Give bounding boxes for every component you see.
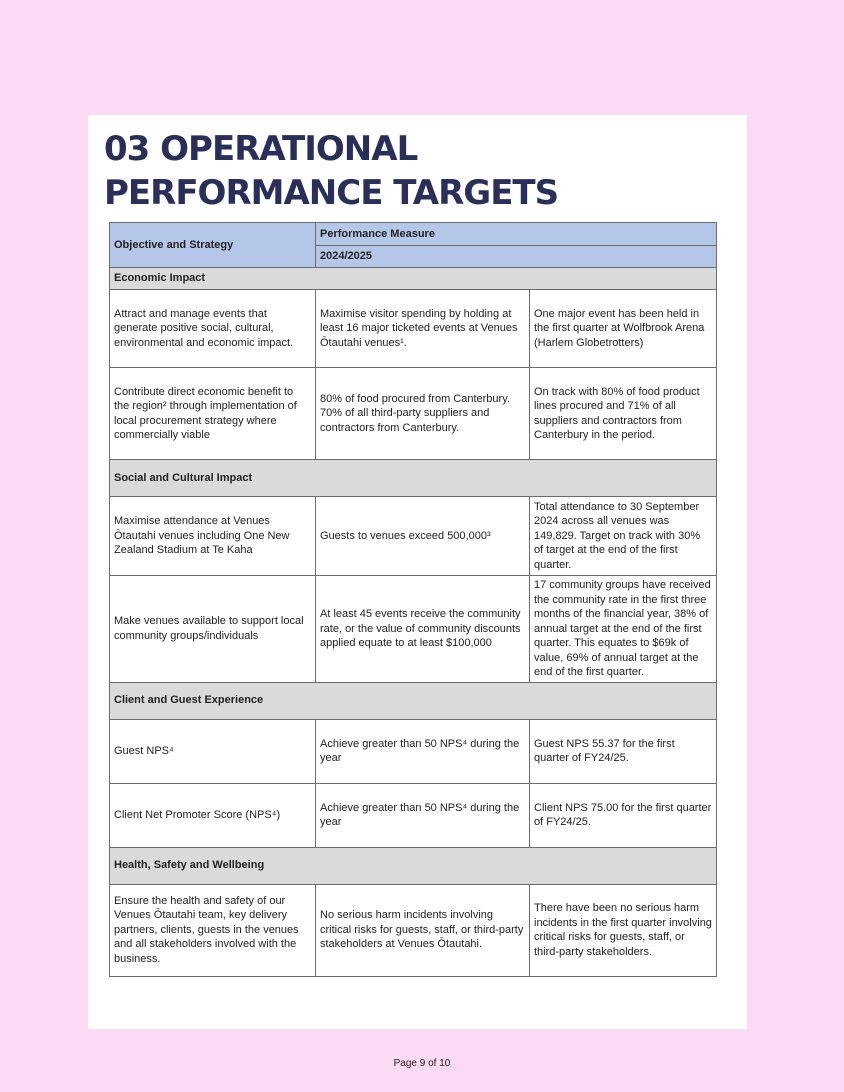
result-cell: There have been no serious harm incidents in the first quarter involving critical risks for guests, staff, or third-party stakeholders. [530, 884, 717, 976]
table-row [110, 497, 717, 576]
section-row [110, 460, 717, 497]
section-row [110, 847, 717, 884]
result-cell: Client NPS 75.00 for the first quarter of FY24/25. [530, 783, 717, 847]
objective-cell: Maximise attendance at Venues Ōtautahi venues including One New Zealand Stadium at Te Kaha [110, 497, 316, 576]
measure-cell: No serious harm incidents involving critical risks for guests, staff, or third-party stakeholders at Venues Ōtautahi. [316, 884, 530, 976]
objective-cell: Contribute direct economic benefit to the region² through implementation of local procurement strategy where commercially viable [110, 368, 316, 460]
section-economic-impact: Economic Impact [110, 268, 717, 290]
measure-cell: Maximise visitor spending by holding at least 16 major ticketed events at Venues Ōtautahi venues¹. [316, 290, 530, 368]
header-objective: Objective and Strategy [110, 223, 316, 268]
objective-cell: Make venues available to support local community groups/individuals [110, 576, 316, 683]
header-performance-measure: Performance Measure [316, 223, 717, 246]
table-row [110, 290, 717, 368]
header-year: 2024/2025 [316, 246, 717, 268]
document-page [88, 115, 747, 1029]
objective-cell: Client Net Promoter Score (NPS⁴) [110, 783, 316, 847]
measure-cell: Guests to venues exceed 500,000³ [316, 497, 530, 576]
measure-cell: 80% of food procured from Canterbury. 70% of all third-party suppliers and contractors from Canterbury. [316, 368, 530, 460]
measure-cell: At least 45 events receive the community rate, or the value of community discounts applied equate to at least $100,000 [316, 576, 530, 683]
table-row [110, 368, 717, 460]
table-row [110, 884, 717, 976]
result-cell: One major event has been held in the first quarter at Wolfbrook Arena (Harlem Globetrotters) [530, 290, 717, 368]
section-social-cultural-impact: Social and Cultural Impact [110, 460, 717, 497]
result-cell: On track with 80% of food product lines procured and 71% of all suppliers and contractors from Canterbury in the period. [530, 368, 717, 460]
objective-cell: Ensure the health and safety of our Venues Ōtautahi team, key delivery partners, clients, guests in the venues and all stakeholders involved with the business. [110, 884, 316, 976]
objective-cell: Attract and manage events that generate positive social, cultural, environmental and economic impact. [110, 290, 316, 368]
table-row [110, 576, 717, 683]
table-row [110, 719, 717, 783]
section-row [110, 268, 717, 290]
page-title-line-2: PERFORMANCE TARGETS [104, 173, 559, 213]
section-health-safety-wellbeing: Health, Safety and Wellbeing [110, 847, 717, 884]
measure-cell: Achieve greater than 50 NPS⁴ during the year [316, 783, 530, 847]
page-title-line-1: 03 OPERATIONAL [104, 129, 418, 169]
result-cell: Guest NPS 55.37 for the first quarter of FY24/25. [530, 719, 717, 783]
page-number: Page 9 of 10 [393, 1058, 451, 1069]
result-cell: 17 community groups have received the community rate in the first three months of the financial year, 38% of annual target at the end of the first quarter. This equates to $69k of value, 69% of annual target at the end of the first quarter. [530, 576, 717, 683]
section-client-guest-experience: Client and Guest Experience [110, 682, 717, 719]
measure-cell: Achieve greater than 50 NPS⁴ during the year [316, 719, 530, 783]
performance-targets-table [109, 222, 717, 977]
page-title [104, 127, 558, 215]
objective-cell: Guest NPS⁴ [110, 719, 316, 783]
table-row [110, 783, 717, 847]
result-cell: Total attendance to 30 September 2024 across all venues was 149,829. Target on track with 30% of target at the end of the first quarter. [530, 497, 717, 576]
section-row [110, 682, 717, 719]
